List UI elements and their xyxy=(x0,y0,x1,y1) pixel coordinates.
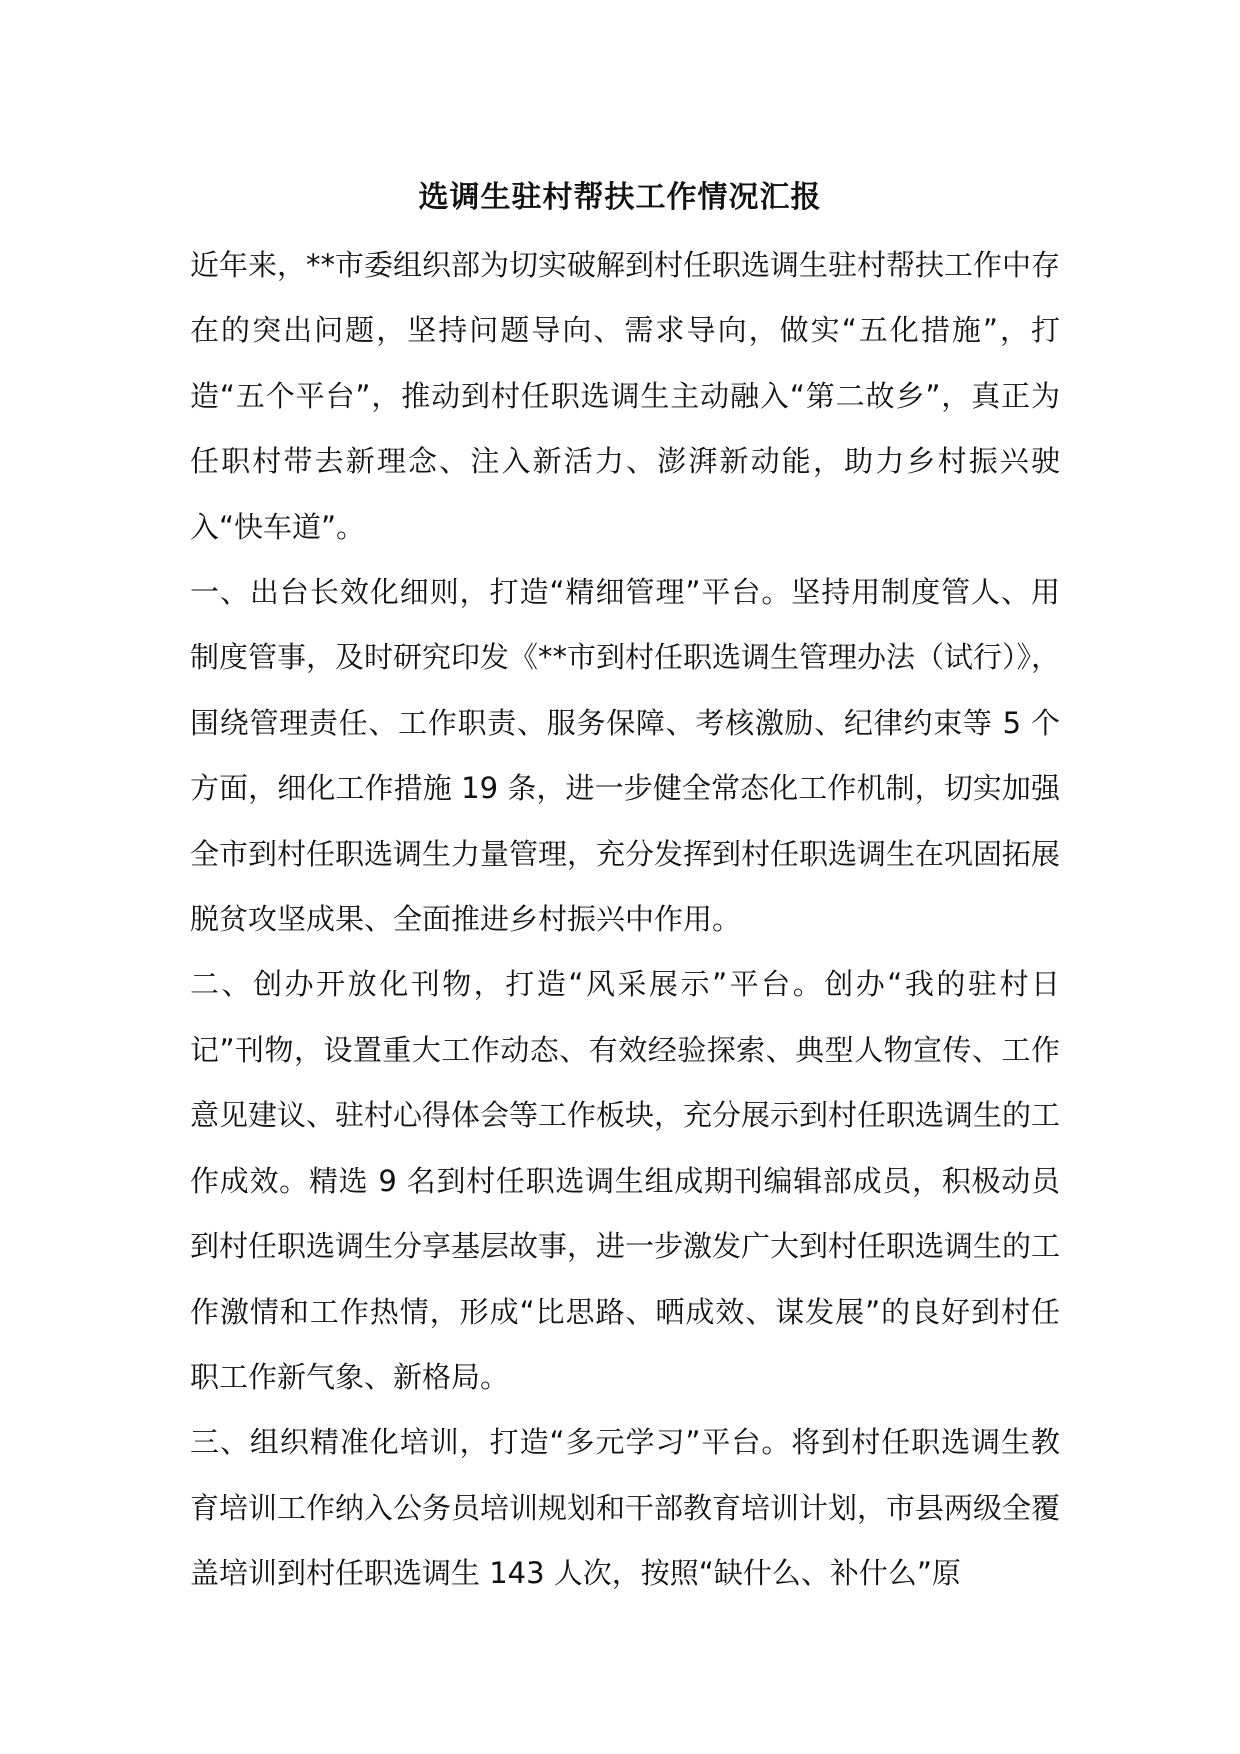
paragraph-section-2: 二、创办开放化刊物，打造“风采展示”平台。创办“我的驻村日记”刊物，设置重大工作动态、有效经验探索、典型人物宣传、工作意见建议、驻村心得体会等工作板块，充分展示到村任职选调生的工作成效。精选 9 名到村任职选调生组成期刊编辑部成员，积极动员到村任职选调生分享基层故事，进一步激发广大到村任职选调生的工作激情和工作热情，形成“比思路、晒成效、谋发展”的良好到村任职工作新气象、新格局。 xyxy=(190,967,1061,1394)
paragraph-intro: 近年来，**市委组织部为切实破解到村任职选调生驻村帮扶工作中存在的突出问题，坚持问题导向、需求导向，做实“五化措施”，打造“五个平台”，推动到村任职选调生主动融入“第二故乡”，真正为任职村带去新理念、注入新活力、澎湃新动能，助力乡村振兴驶入“快车道”。 xyxy=(190,248,1061,544)
paragraph-section-1: 一、出台长效化细则，打造“精细管理”平台。坚持用制度管人、用制度管事，及时研究印发《**市到村任职选调生管理办法（试行）》，围绕管理责任、工作职责、服务保障、考核激励、纪律约束等 5 个方面，细化工作措施 19 条，进一步健全常态化工作机制，切实加强全市到村任职选调生力量管理，充分发挥到村任职选调生在巩固拓展脱贫攻坚成果、全面推进乡村振兴中作用。 xyxy=(190,575,1061,937)
document-title: 选调生驻村帮扶工作情况汇报 xyxy=(418,180,822,215)
document-body xyxy=(190,233,1060,1607)
paragraph-section-3: 三、组织精准化培训，打造“多元学习”平台。将到村任职选调生教育培训工作纳入公务员培训规划和干部教育培训计划，市县两级全覆盖培训到村任职选调生 143 人次，按照“缺什么、补什么”原 xyxy=(190,1425,1061,1591)
